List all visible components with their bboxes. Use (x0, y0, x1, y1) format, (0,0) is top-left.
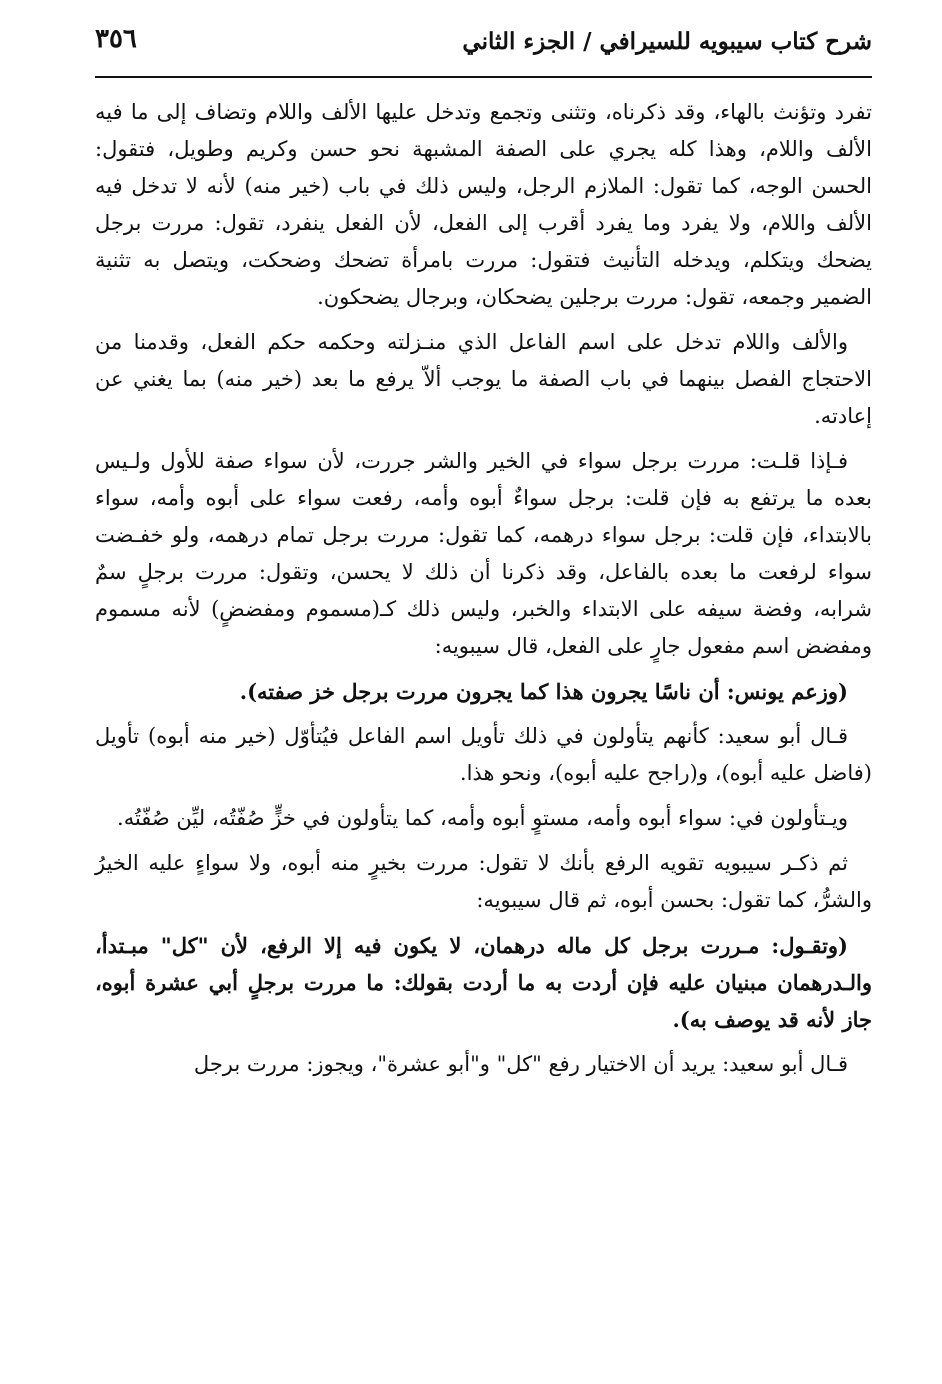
paragraph: فـإذا قلـت: مررت برجل سواء في الخير والشر جررت، لأن سواء صفة للأول ولـيس بعده ما يرتفع به فإن قلت: برجل سواءٌ أبوه وأمه، رفعت سواء على أبوه وأمه، سواء بالابتداء، فإن قلت: برجل سواء درهمه، كما تقول: مررت برجل تمام درهمه، ولو خفـضت سواء لرفعت ما بعده بالفاعل، وقد ذكرنا أن ذلك لا يحسن، وتقول: مررت برجلٍ سمٌ شرابه، وفضة سيفه على الابتداء والخبر، وليس ذلك كـ(مسموم ومفضضٍ) لأنه مسموم ومفضض اسم مفعول جارٍ على الفعل، قال سيبويه: (95, 449, 872, 658)
paragraph: ويـتأولون في: سواء أبوه وأمه، مستوٍ أبوه وأمه، كما يتأولون في خزٍّ صُفّتُه، ليِّن صُفّتُه. (117, 806, 848, 830)
sibawayh-quote: (وتقـول: مـررت برجل كل ماله درهمان، لا يكون فيه إلا الرفع، لأن "كل" مبـتدأ، والـدرهمان مبنيان عليه فإن أردت به ما أردت بقولك: ما مررت برجلٍ أبي عشرة أبوه، جاز لأنه قد يوصف به). (95, 933, 872, 1032)
running-title: شرح كتاب سيبويه للسيرافي / الجزء الثاني (462, 28, 872, 55)
paragraph: قـال أبو سعيد: يريد أن الاختيار رفع "كل" و"أبو عشرة"، ويجوز: مررت برجل (193, 1052, 848, 1076)
paragraph: تفرد وتؤنث بالهاء، وقد ذكرناه، وتثنى وتجمع وتدخل عليها الألف واللام وتضاف إلى ما فيه الألف واللام، وهذا كله يجري على الصفة المشبهة نحو حسن وكريم وطويل، فتقول: الحسن الوجه، كما تقول: الملازم الرجل، وليس ذلك في باب (خير منه) لأنه لا تدخل فيه الألف واللام، ولا يفرد وما يفرد أقرب إلى الفعل، لأن الفعل ينفرد، تقول: مررت برجل يضحك ويتكلم، ويدخله التأنيث فتقول: مررت بامرأة تضحك وضحكت، ويتصل به تثنية الضمير وجمعه، تقول: مررت برجلين يضحكان، وبرجال يضحكون. (95, 100, 872, 309)
paragraph: والألف واللام تدخل على اسم الفاعل الذي منـزلته وحكمه حكم الفعل، وقدمنا من الاحتجاج الفصل بينهما في باب الصفة ما يوجب ألاّ يرفع ما بعد (خير منه) بما يغني عن إعادته. (95, 330, 872, 428)
header-rule (95, 76, 872, 78)
page-number: ٣٥٦ (95, 24, 137, 54)
paragraph: ثم ذكـر سيبويه تقويه الرفع بأنك لا تقول: مررت بخيرٍ منه أبوه، ولا سواءٍ عليه الخيرُ والشرُّ، كما تقول: بحسن أبوه، ثم قال سيبويه: (95, 851, 872, 912)
sibawayh-quote: (وزعم يونس: أن ناسًا يجرون هذا كما يجرون مررت برجل خز صفته). (239, 679, 848, 704)
paragraph: قـال أبو سعيد: كأنهم يتأولون في ذلك تأويل اسم الفاعل فيُتأوّل (خير منه أبوه) تأويل (فاضل عليه أبوه)، و(راجح عليه أبوه)، ونحو هذا. (95, 724, 872, 785)
page-header (95, 0, 872, 80)
body-text (95, 94, 872, 1083)
